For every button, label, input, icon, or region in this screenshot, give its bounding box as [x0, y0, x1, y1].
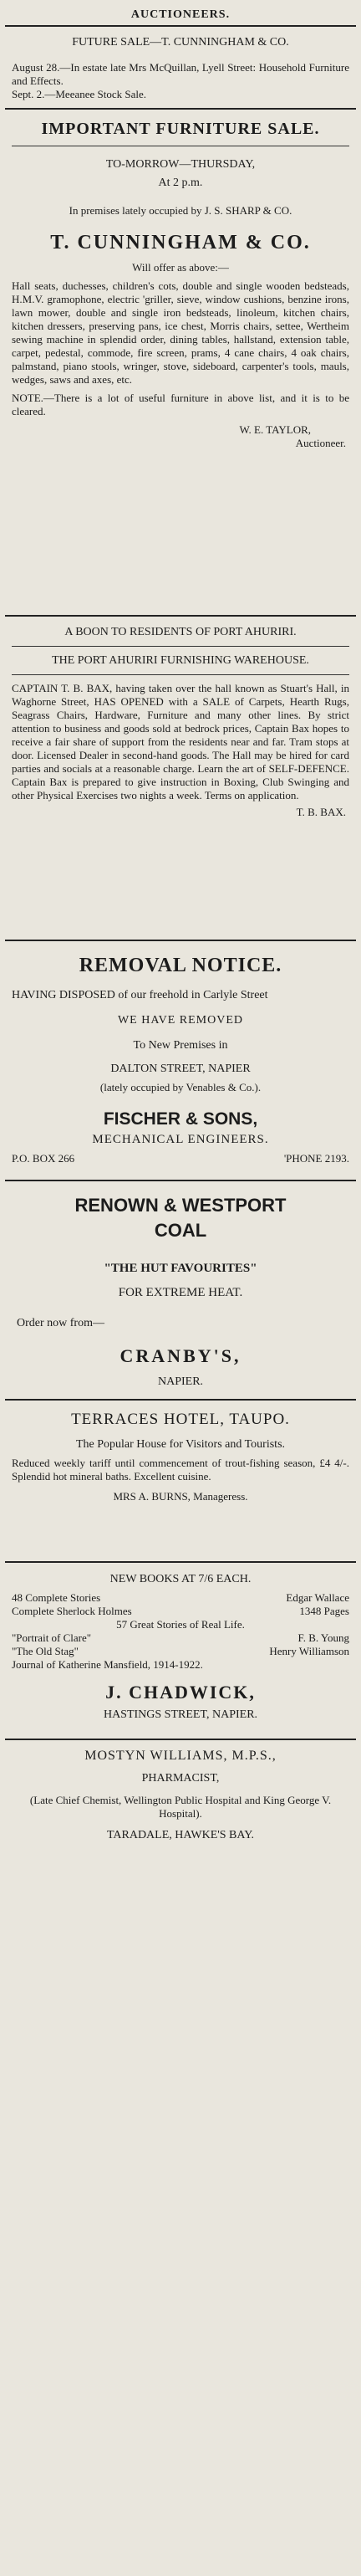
september-sale-item: Sept. 2.—Meeanee Stock Sale.: [12, 88, 147, 100]
removal-line-5: (lately occupied by Venables & Co.).: [99, 1081, 262, 1093]
coal-advert: [0, 1180, 361, 1389]
auctioneers-section: [0, 3, 361, 450]
tomorrow-line: TO-MORROW—THURSDAY,: [105, 158, 256, 171]
removal-line-1: HAVING DISPOSED of our freehold in Carlyle Street: [12, 989, 268, 1001]
cranbys-firm: CRANBY'S,: [119, 1345, 242, 1366]
book-row: Complete Sherlock Holmes 1348 Pages: [12, 1605, 349, 1617]
hotel-line-2: Reduced weekly tariff until commencement of trout-fishing season, £4 4/-. Splendid hot mineral baths. Excellent cuisine.: [12, 1457, 349, 1483]
phone-number: 'PHONE 2193.: [283, 1152, 349, 1165]
removal-advert: [0, 940, 361, 1165]
bax-headline: A BOON TO RESIDENTS OF PORT AHURIRI.: [64, 626, 297, 638]
bax-advert: [0, 615, 361, 819]
hotel-title: TERRACES HOTEL, TAUPO.: [71, 1411, 290, 1428]
book-row: 57 Great Stories of Real Life.: [116, 1618, 245, 1631]
will-offer-line: Will offer as above:—: [132, 261, 229, 274]
pharmacist-advert: [0, 1739, 361, 1842]
coal-title-1: RENOWN & WESTPORT: [74, 1195, 287, 1216]
premises-line: In premises lately occupied by J. S. SHARP & CO.: [69, 204, 292, 217]
future-sale-title: FUTURE SALE—T. CUNNINGHAM & CO.: [72, 36, 289, 49]
removal-line-3: To New Premises in: [133, 1039, 228, 1052]
pharmacist-history: (Late Chief Chemist, Wellington Public Hospital and King George V. Hospital).: [29, 1794, 332, 1820]
august-sale-item: August 28.—In estate late Mrs McQuillan, Lyell Street: Household Furniture and Effects.: [12, 61, 349, 87]
removal-line-2: WE HAVE REMOVED: [117, 1014, 244, 1027]
pharmacist-name: MOSTYN WILLIAMS, M.P.S.,: [84, 1749, 277, 1763]
book-row: "Portrait of Clare" F. B. Young: [12, 1631, 349, 1644]
fischer-contact: [12, 1152, 349, 1165]
removal-line-4: DALTON STREET, NAPIER: [110, 1063, 251, 1075]
bax-signature: T. B. BAX.: [296, 806, 346, 818]
coal-order: Order now from—: [17, 1317, 104, 1329]
pharmacist-title: PHARMACIST,: [141, 1772, 220, 1785]
pharmacist-town: TARADALE, HAWKE'S BAY.: [106, 1829, 255, 1841]
time-line: At 2 p.m.: [158, 177, 203, 189]
firm-name: T. CUNNINGHAM & CO.: [50, 232, 311, 254]
hotel-manager: MRS A. BURNS, Manageress.: [113, 1490, 248, 1503]
coal-favourites: "THE HUT FAVOURITES": [104, 1262, 257, 1275]
furniture-sale-title: IMPORTANT FURNITURE SALE.: [41, 120, 320, 138]
auctioneer-role: Auctioneer.: [295, 437, 346, 449]
auctioneer-signature: W. E. TAYLOR,: [239, 423, 311, 436]
book-row: 48 Complete Stories Edgar Wallace: [12, 1591, 349, 1604]
coal-title-2: COAL: [154, 1220, 207, 1241]
bax-subheading: THE PORT AHURIRI FURNISHING WAREHOUSE.: [52, 654, 309, 667]
book-row: Journal of Katherine Mansfield, 1914-1922.: [12, 1658, 203, 1671]
removal-title: REMOVAL NOTICE.: [79, 955, 282, 976]
books-title: NEW BOOKS AT 7/6 EACH.: [109, 1573, 252, 1585]
hotel-advert: [0, 1399, 361, 1503]
coal-heat: FOR EXTREME HEAT.: [118, 1286, 243, 1299]
book-row: "The Old Stag" Henry Williamson: [12, 1645, 349, 1657]
cranbys-town: NAPIER.: [157, 1375, 204, 1388]
bax-body: CAPTAIN T. B. BAX, having taken over the hall known as Stuart's Hall, in Waghorne Street, HAS OPENED with a SALE of Carpets, Hearth Rugs, Seagrass Chairs, Hardware, Furniture and many other lines. By strict attention to business and goods sold at bedrock prices, Captain Bax hopes to receive a fair share of support from the residents near and far. Tram stops at door. Licensed Dealer in second-hand goods. The Hall may be hired for card parties and socials at a reasonable charge. Learn the art of SELF-DEFENCE. Captain Bax is prepared to give instruction in Boxing, Club Swinging and other Physical Exercises two nights a week. Terms on application.: [12, 682, 349, 801]
fischer-trade: MECHANICAL ENGINEERS.: [92, 1133, 269, 1146]
auctioneers-heading: AUCTIONEERS.: [130, 8, 231, 21]
note-line: NOTE.—There is a lot of useful furniture in above list, and it is to be cleared.: [12, 392, 349, 417]
chadwick-street: HASTINGS STREET, NAPIER.: [103, 1708, 258, 1721]
hotel-line-1: The Popular House for Visitors and Tourists.: [75, 1438, 286, 1451]
chadwick-firm: J. CHADWICK,: [105, 1682, 256, 1703]
fischer-firm: FISCHER & SONS,: [103, 1109, 258, 1129]
books-list: [12, 1591, 349, 1672]
furniture-list: Hall seats, duchesses, children's cots, double and single wooden bedsteads, H.M.V. gramophone, electric 'griller, sieve, window cushions, benzine irons, lawn mower, double and single iron bedsteads, linoleum, kitchen chairs, kitchen dressers, preserving pans, ice chest, Morris chairs, settee, Wertheim sewing machine in splendid order, dining tables, hallstand, extension table, carpet, pedestal, commode, fire screen, prams, 4 cane chairs, 4 oak chairs, palmstand, piano stools, wringer, stove, sideboard, carpenter's tools, mauls, wedges, saws and axes, etc.: [12, 279, 349, 386]
po-box: P.O. BOX 266: [12, 1152, 75, 1165]
books-advert: [0, 1561, 361, 1722]
